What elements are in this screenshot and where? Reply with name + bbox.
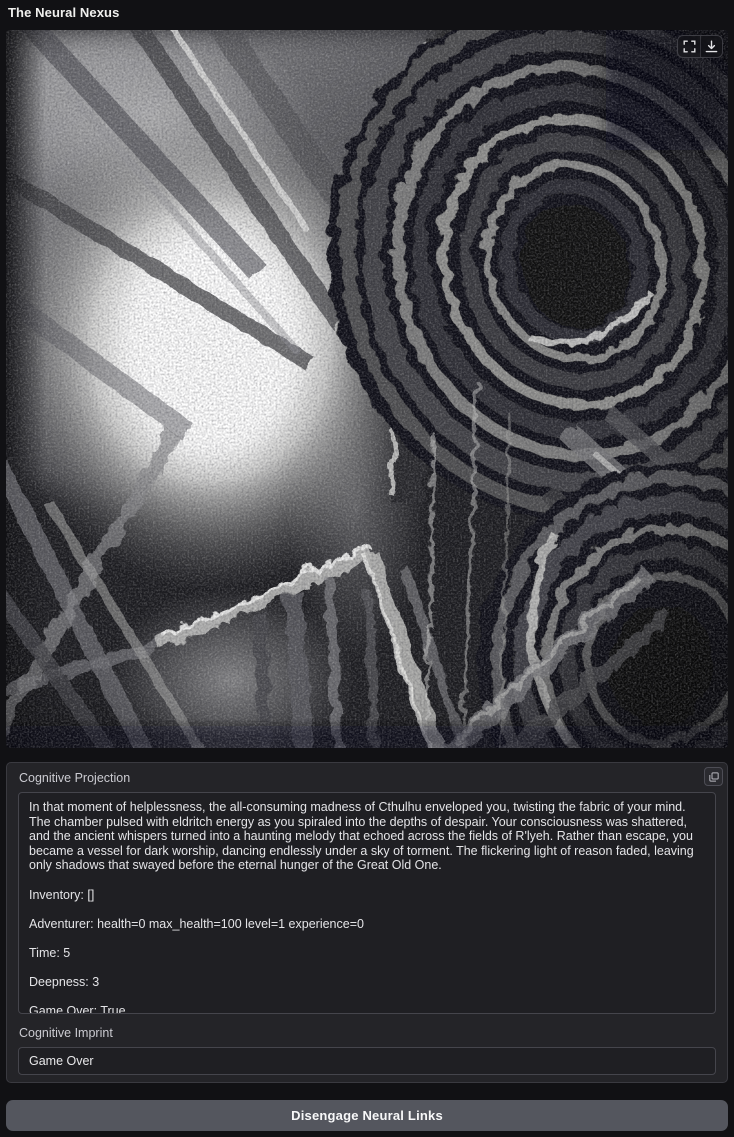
disengage-button[interactable]: Disengage Neural Links — [6, 1100, 728, 1131]
scene-artwork — [6, 30, 728, 748]
form-panel — [6, 762, 728, 1083]
page-title: The Neural Nexus — [8, 5, 120, 20]
copy-icon — [709, 772, 719, 782]
projection-block — [18, 771, 716, 1014]
projection-textarea[interactable] — [18, 792, 716, 1014]
fullscreen-icon — [683, 40, 696, 53]
projection-label: Cognitive Projection — [19, 771, 131, 785]
fullscreen-button[interactable] — [678, 36, 700, 57]
image-toolbar — [677, 35, 723, 58]
imprint-label: Cognitive Imprint — [19, 1026, 113, 1040]
scene-image-panel — [6, 30, 728, 748]
imprint-input[interactable] — [18, 1047, 716, 1075]
copy-button[interactable] — [704, 767, 723, 786]
imprint-block — [18, 1026, 716, 1075]
download-icon — [705, 40, 718, 53]
download-button[interactable] — [700, 36, 722, 57]
